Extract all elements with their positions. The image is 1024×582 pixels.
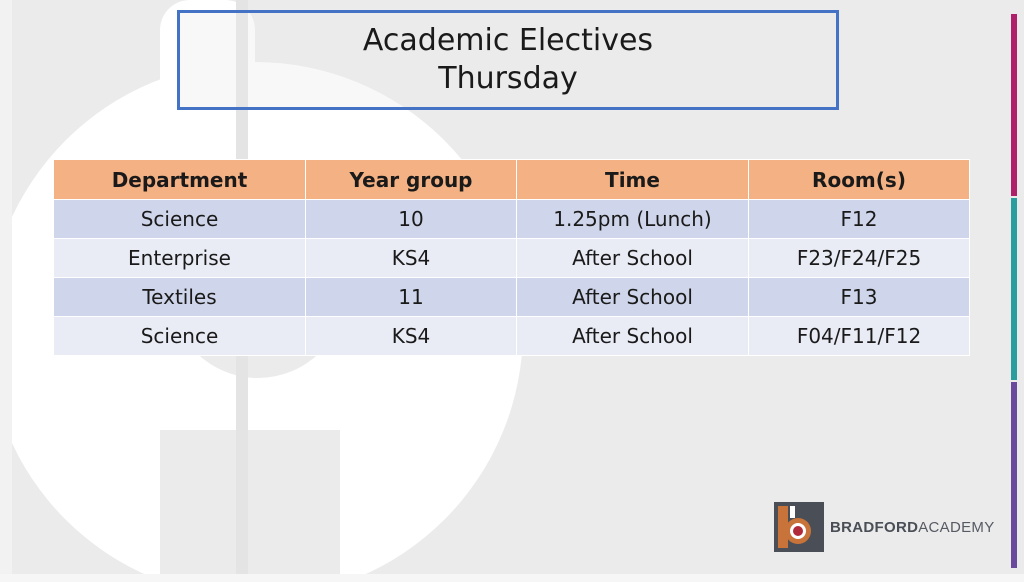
table-row [54,317,970,356]
header-year-group: Year group [306,160,517,200]
cell-department: Science [54,200,306,239]
table-row [54,200,970,239]
accent-bar-teal [1011,198,1017,380]
cell-year-group: KS4 [306,239,517,278]
cell-department: Enterprise [54,239,306,278]
cell-year-group: 10 [306,200,517,239]
table-row [54,278,970,317]
cell-rooms: F23/F24/F25 [749,239,970,278]
cell-department: Textiles [54,278,306,317]
cell-time: After School [517,278,749,317]
cell-time: 1.25pm (Lunch) [517,200,749,239]
cell-rooms: F13 [749,278,970,317]
bottom-strip [0,574,1024,582]
cell-year-group: KS4 [306,317,517,356]
title-box [177,10,839,110]
bradford-academy-logo [774,502,995,552]
cell-rooms: F04/F11/F12 [749,317,970,356]
table-row [54,239,970,278]
accent-bar-magenta [1011,14,1017,196]
table-header-row [54,160,970,200]
header-rooms: Room(s) [749,160,970,200]
header-department: Department [54,160,306,200]
cell-year-group: 11 [306,278,517,317]
title-line-2: Thursday [438,61,578,96]
logo-word-bradford: BRADFORD [830,518,919,536]
cell-time: After School [517,239,749,278]
cell-time: After School [517,317,749,356]
bradford-academy-logo-icon [774,502,824,552]
electives-table-container [53,159,969,356]
cell-department: Science [54,317,306,356]
accent-bar-purple [1011,382,1017,568]
cell-rooms: F12 [749,200,970,239]
title-line-1: Academic Electives [362,23,654,58]
logo-word-academy: ACADEMY [918,518,995,536]
logo-wordmark [830,519,995,536]
header-time: Time [517,160,749,200]
electives-table [53,159,970,356]
